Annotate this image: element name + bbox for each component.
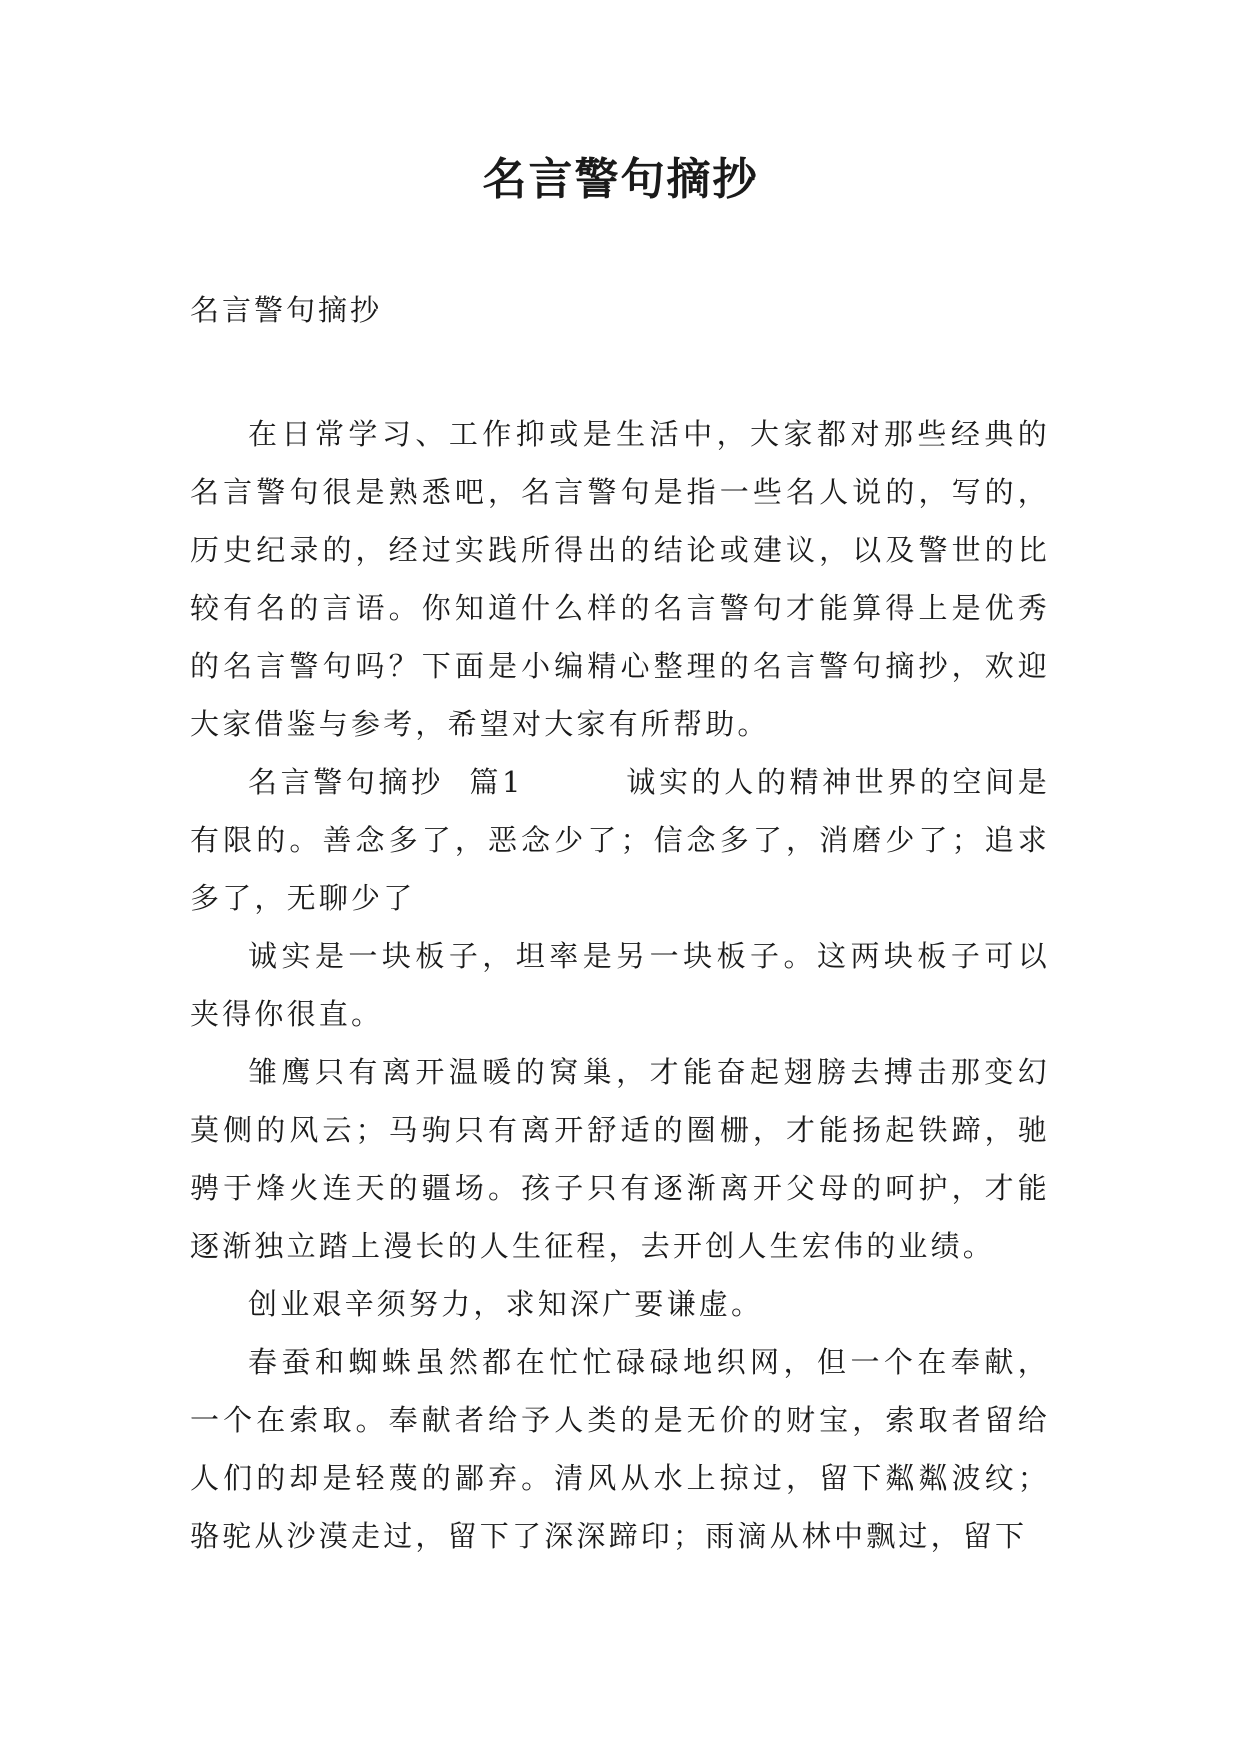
paragraph-section-1: 名言警句摘抄 篇1 诚实的人的精神世界的空间是有限的。善念多了，恶念少了；信念多了，消磨少了；追求多了，无聊少了 [190, 765, 1050, 915]
paragraph: 诚实是一块板子，坦率是另一块板子。这两块板子可以夹得你很直。 [190, 939, 1050, 1031]
paragraph-intro: 在日常学习、工作抑或是生活中，大家都对那些经典的名言警句很是熟悉吧，名言警句是指一些名人说的，写的，历史纪录的，经过实践所得出的结论或建议，以及警世的比较有名的言语。你知道什么样的名言警句才能算得上是优秀的名言警句吗？下面是小编精心整理的名言警句摘抄，欢迎大家借鉴与参考，希望对大家有所帮助。 [190, 417, 1050, 741]
document-body [190, 405, 1050, 1565]
paragraph: 春蚕和蜘蛛虽然都在忙忙碌碌地织网，但一个在奉献，一个在索取。奉献者给予人类的是无价的财宝，索取者留给人们的却是轻蔑的鄙弃。清风从水上掠过，留下粼粼波纹；骆驼从沙漠走过，留下了深深蹄印；雨滴从林中飘过，留下 [190, 1345, 1050, 1553]
document-subtitle: 名言警句摘抄 [190, 293, 383, 327]
paragraph: 创业艰辛须努力，求知深广要谦虚。 [248, 1287, 764, 1321]
paragraph: 雏鹰只有离开温暖的窝巢，才能奋起翅膀去搏击那变幻莫侧的风云；马驹只有离开舒适的圈栅，才能扬起铁蹄，驰骋于烽火连天的疆场。孩子只有逐渐离开父母的呵护，才能逐渐独立踏上漫长的人生征程，去开创人生宏伟的业绩。 [190, 1055, 1050, 1263]
document-title: 名言警句摘抄 [482, 154, 759, 205]
